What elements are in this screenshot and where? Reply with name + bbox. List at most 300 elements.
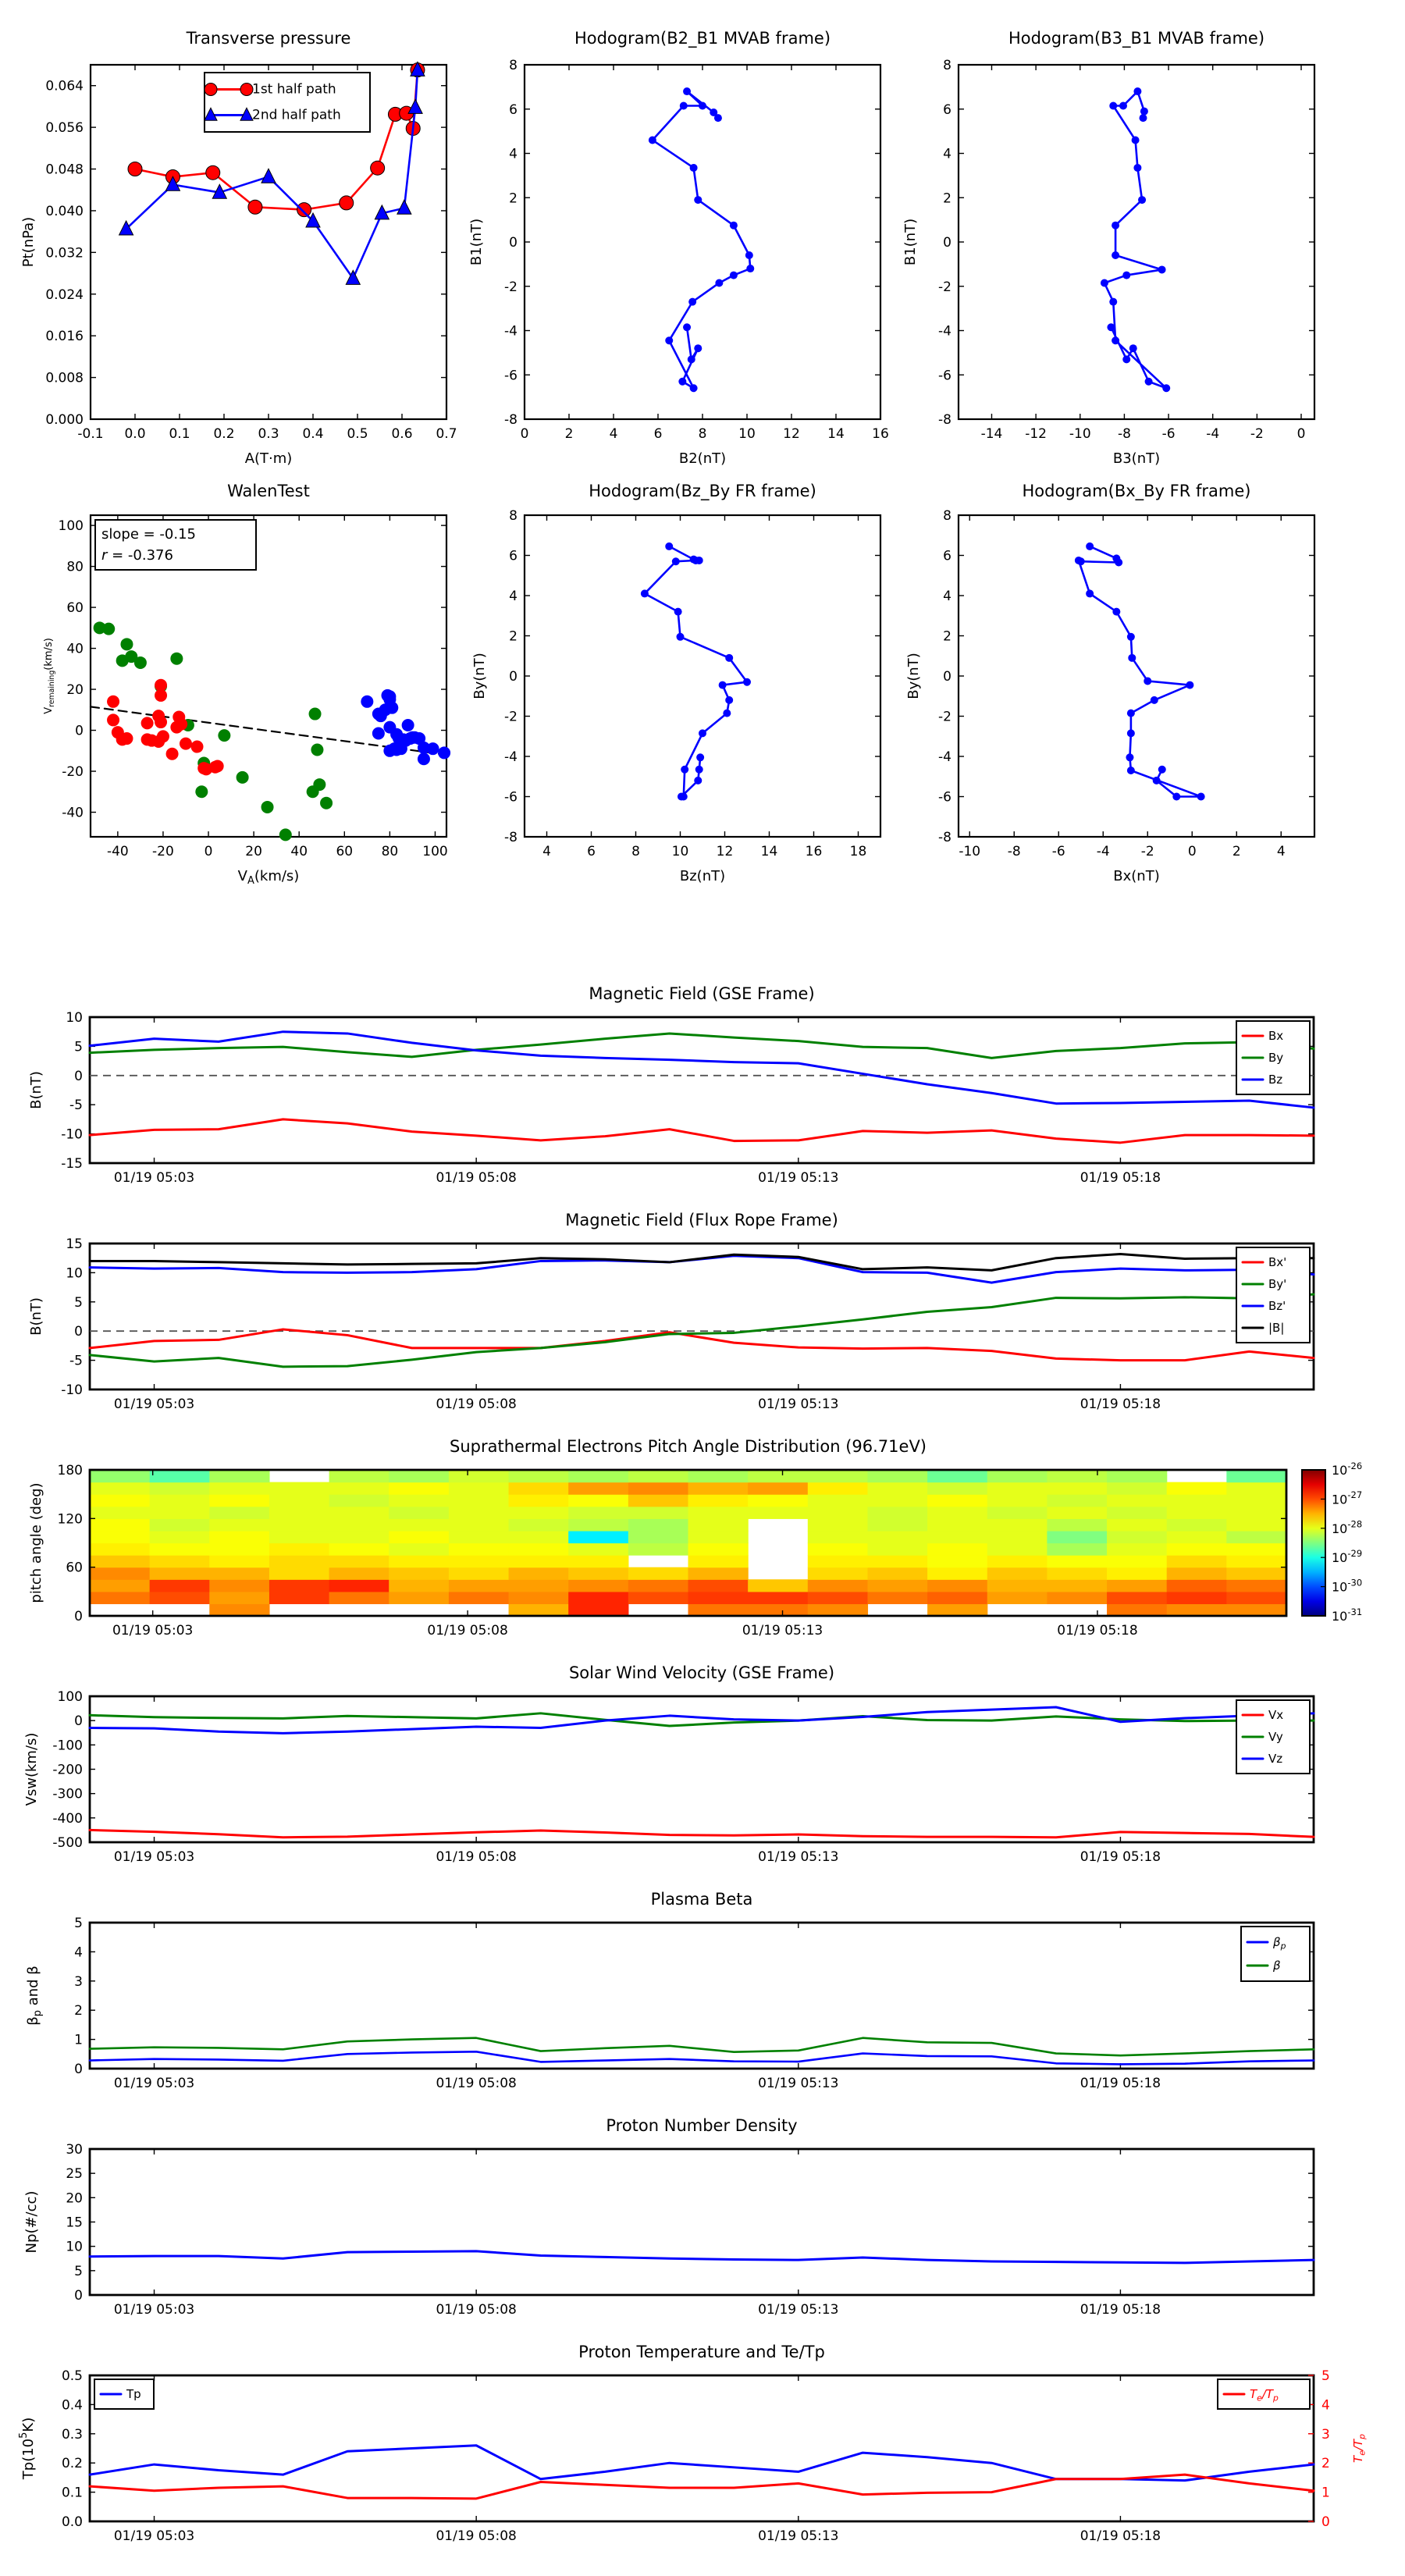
panel-hodogram-b3-b1	[902, 58, 1314, 467]
x-tick-label: 0.2	[213, 426, 235, 442]
heatmap-cell	[90, 1494, 150, 1507]
heatmap-cell	[568, 1555, 628, 1567]
heatmap-cell	[1047, 1555, 1107, 1567]
x-tick-label: 40	[290, 844, 308, 859]
x-tick-label: 01/19 05:13	[758, 2302, 839, 2318]
heatmap-cell	[90, 1518, 150, 1531]
heatmap-cell	[269, 1482, 329, 1495]
heatmap-cell	[927, 1531, 987, 1543]
heatmap-cell	[209, 1555, 269, 1567]
heatmap-cell	[628, 1518, 688, 1531]
heatmap-cell	[1047, 1543, 1107, 1556]
heatmap-cell	[389, 1518, 449, 1531]
legend-label: |B|	[1268, 1321, 1285, 1335]
heatmap-cell	[509, 1507, 569, 1519]
y-tick-label: 0.4	[61, 2397, 83, 2414]
heatmap-cell	[509, 1555, 569, 1567]
heatmap-cell	[867, 1494, 927, 1507]
series-vx	[90, 1830, 1314, 1837]
y-tick-label: -2	[504, 279, 518, 295]
heatmap-cell	[867, 1555, 927, 1567]
title-solar-wind-velocity: Solar Wind Velocity (GSE Frame)	[568, 1663, 835, 1682]
heatmap-cell	[509, 1592, 569, 1604]
circle-marker	[248, 200, 262, 214]
x-tick-label: 0	[1297, 426, 1306, 442]
x-tick-label: 01/19 05:13	[758, 2076, 839, 2091]
heatmap-cell	[808, 1592, 868, 1604]
scatter-point	[191, 741, 204, 753]
x-axis-label: Bx(nT)	[1113, 868, 1160, 884]
x-tick-label: 01/19 05:18	[1080, 1170, 1161, 1186]
dot-marker	[1128, 654, 1136, 662]
x-axis-label: Bz(nT)	[679, 868, 726, 884]
y-tick-label: -8	[504, 412, 518, 428]
y-tick-label: 100	[58, 518, 84, 535]
heatmap-cell	[1167, 1567, 1227, 1580]
circle-marker	[371, 161, 385, 175]
series-bz-by-path	[645, 546, 747, 797]
heatmap-cell	[1107, 1555, 1167, 1567]
y-tick-label: 25	[66, 2166, 83, 2183]
scatter-point	[361, 696, 373, 708]
heatmap-cell	[1226, 1482, 1286, 1495]
legend-label: Bx	[1268, 1029, 1284, 1043]
dot-marker	[694, 777, 702, 785]
heatmap-cell	[688, 1543, 749, 1556]
x-tick-label: -14	[980, 426, 1003, 442]
heatmap-cell	[1047, 1592, 1107, 1604]
heatmap-cell	[1107, 1567, 1167, 1580]
heatmap-cell	[867, 1592, 927, 1604]
heatmap-cell	[269, 1518, 329, 1531]
circle-marker	[340, 196, 354, 210]
dot-marker	[1122, 272, 1130, 279]
y-tick-label: 10	[66, 1265, 83, 1282]
heatmap-cell	[987, 1592, 1048, 1604]
y-tick-label: 20	[66, 682, 84, 699]
series-t_-e-t_-p-	[90, 2475, 1314, 2499]
x-tick-label: 0.4	[302, 426, 324, 442]
x-tick-label: 4	[1276, 844, 1286, 859]
heatmap-cell	[808, 1531, 868, 1543]
y-tick-label: 6	[509, 548, 518, 564]
heatmap-cell	[90, 1555, 150, 1567]
y-tick-label: 2	[943, 628, 951, 645]
triangle-marker	[397, 200, 411, 214]
x-tick-label: 16	[872, 426, 889, 442]
scatter-point	[120, 732, 133, 745]
series-vz	[90, 1707, 1314, 1733]
heatmap-cell	[987, 1543, 1048, 1556]
y-tick-label: 3	[74, 1973, 83, 1990]
heatmap-cell	[987, 1518, 1048, 1531]
dot-marker	[1153, 777, 1161, 785]
y-tick-label: 0	[74, 2062, 83, 2077]
y-tick-label: 0.5	[61, 2368, 83, 2384]
heatmap-cell	[688, 1494, 749, 1507]
heatmap-cell	[329, 1543, 389, 1556]
heatmap-cell	[389, 1567, 449, 1580]
heatmap-cell	[987, 1555, 1048, 1567]
x-tick-label: 01/19 05:13	[758, 1849, 839, 1865]
heatmap-cell	[987, 1470, 1048, 1482]
heatmap-cell	[449, 1482, 509, 1495]
dot-marker	[1197, 793, 1205, 801]
y-tick-label: 2	[509, 190, 518, 207]
heatmap-cell	[568, 1494, 628, 1507]
panel-pad-spectrogram	[28, 1461, 1362, 1638]
heatmap-cell	[209, 1507, 269, 1519]
legend-label: Vx	[1268, 1708, 1284, 1722]
y-tick-label: -6	[504, 368, 518, 384]
y-tick-label: 0.048	[45, 162, 84, 178]
scatter-point	[195, 785, 208, 798]
dot-marker	[688, 298, 696, 306]
x-tick-label: 01/19 05:08	[436, 1170, 517, 1186]
heatmap-cell	[568, 1592, 628, 1604]
heatmap-cell	[1226, 1555, 1286, 1567]
dot-marker	[1122, 355, 1130, 363]
y-tick-label: -6	[504, 789, 518, 806]
x-tick-label: 6	[587, 844, 596, 859]
panel-hodogram-b2-b1	[468, 58, 889, 467]
heatmap-cell	[269, 1579, 329, 1592]
heatmap-cell	[389, 1555, 449, 1567]
scatter-point	[175, 718, 187, 731]
y-tick-label: -4	[504, 323, 518, 340]
y-tick-label: -400	[52, 1810, 83, 1827]
heatmap-cell	[628, 1507, 688, 1519]
heatmap-cell	[568, 1482, 628, 1495]
scatter-point	[170, 653, 183, 665]
y-axis-label: By(nT)	[905, 653, 922, 699]
legend-label: 2nd half path	[252, 107, 341, 123]
heatmap-cell	[568, 1543, 628, 1556]
x-tick-label: 10	[738, 426, 756, 442]
heatmap-cell	[1167, 1531, 1227, 1543]
x-tick-label: 01/19 05:18	[1080, 1849, 1161, 1865]
series-bz	[90, 1032, 1314, 1108]
heatmap-cell	[688, 1482, 749, 1495]
heatmap-cell	[389, 1531, 449, 1543]
heatmap-cell	[628, 1592, 688, 1604]
dot-marker	[683, 323, 691, 331]
right-y-axis-label: $T_e/T_p$	[1351, 2434, 1368, 2463]
y-tick-label: 5	[74, 1916, 83, 1931]
dot-marker	[743, 678, 751, 686]
scatter-point	[372, 727, 385, 739]
heatmap-cell	[927, 1543, 987, 1556]
dot-marker	[725, 696, 733, 704]
heatmap-cell	[1047, 1567, 1107, 1580]
y-axis-label: B(nT)	[28, 1071, 44, 1109]
panel-hodogram-bx-by	[905, 508, 1314, 884]
legend-label: $T_e/T_p$	[1250, 2387, 1279, 2403]
dot-marker	[1077, 557, 1085, 565]
circle-marker	[206, 165, 220, 180]
heatmap-cell	[688, 1555, 749, 1567]
heatmap-cell	[628, 1543, 688, 1556]
heatmap-cell	[449, 1592, 509, 1604]
right-y-tick-label: 2	[1321, 2456, 1330, 2472]
heatmap-cell	[1167, 1579, 1227, 1592]
heatmap-cell	[209, 1567, 269, 1580]
y-axis-label: B1(nT)	[902, 218, 919, 266]
scatter-point	[212, 760, 224, 772]
dot-marker	[1112, 251, 1119, 259]
heatmap-cell	[867, 1579, 927, 1592]
heatmap-cell	[808, 1482, 868, 1495]
y-tick-label: 5	[74, 1294, 83, 1311]
heatmap-cell	[389, 1579, 449, 1592]
x-tick-label: 01/19 05:18	[1080, 2528, 1161, 2544]
scatter-point	[120, 638, 133, 650]
scatter-point	[141, 717, 154, 729]
dot-marker	[1127, 767, 1135, 774]
x-tick-label: -20	[152, 844, 174, 859]
title-walen-test: WalenTest	[227, 482, 310, 500]
heatmap-cell	[1107, 1518, 1167, 1531]
x-tick-label: -2	[1140, 844, 1154, 859]
y-tick-label: 4	[943, 589, 951, 604]
heatmap-cell	[90, 1567, 150, 1580]
y-tick-label: 6	[509, 101, 518, 118]
heatmap-cell	[449, 1518, 509, 1531]
colorbar-tick-label: $10^{-30}$	[1332, 1577, 1363, 1595]
heatmap-cell	[1167, 1482, 1227, 1495]
x-tick-label: 100	[422, 844, 448, 859]
y-tick-label: -200	[52, 1762, 83, 1778]
y-tick-label: -300	[52, 1786, 83, 1802]
heatmap-cell	[90, 1579, 150, 1592]
heatmap-cell	[90, 1482, 150, 1495]
scatter-point	[279, 828, 292, 841]
y-tick-label: 100	[57, 1689, 83, 1705]
colorbar	[1302, 1470, 1325, 1616]
x-tick-label: 18	[849, 844, 867, 859]
heatmap-cell	[449, 1567, 509, 1580]
heatmap-cell	[808, 1518, 868, 1531]
dot-marker	[1086, 543, 1094, 550]
heatmap-cell	[150, 1482, 210, 1495]
x-tick-label: 0	[1187, 844, 1197, 859]
heatmap-cell	[329, 1567, 389, 1580]
heatmap-cell	[987, 1579, 1048, 1592]
x-tick-label: 6	[653, 426, 663, 442]
scatter-point	[427, 742, 439, 755]
heatmap-cell	[867, 1482, 927, 1495]
x-tick-label: -12	[1025, 426, 1048, 442]
x-tick-label: 2	[1232, 844, 1241, 859]
scatter-point	[261, 801, 274, 813]
y-tick-label: 0.000	[45, 412, 84, 428]
heatmap-cell	[748, 1494, 808, 1507]
y-tick-label: 2	[74, 2003, 83, 2019]
circle-marker	[205, 84, 217, 96]
heatmap-cell	[150, 1518, 210, 1531]
x-tick-label: 0.5	[347, 426, 368, 442]
y-axis-label: $V_{remaining}(km/s)$	[43, 638, 56, 714]
heatmap-cell	[209, 1494, 269, 1507]
heatmap-cell	[209, 1579, 269, 1592]
panel-walen-test	[43, 515, 450, 887]
series--_-p-	[90, 2051, 1314, 2064]
heatmap-cell	[628, 1494, 688, 1507]
x-tick-label: 01/19 05:18	[1080, 2302, 1161, 2318]
colorbar-tick-label: $10^{-31}$	[1332, 1606, 1363, 1624]
dot-marker	[678, 378, 686, 386]
dot-marker	[1172, 793, 1180, 801]
y-tick-label: 8	[943, 58, 951, 73]
heatmap-cell	[748, 1579, 808, 1592]
title-mag-fr: Magnetic Field (Flux Rope Frame)	[565, 1211, 838, 1229]
x-tick-label: -6	[1051, 844, 1065, 859]
y-tick-label: -4	[938, 749, 951, 765]
y-tick-label: -20	[62, 764, 84, 781]
x-tick-label: 20	[245, 844, 262, 859]
dot-marker	[1139, 114, 1147, 122]
heatmap-cell	[90, 1592, 150, 1604]
x-tick-label: 01/19 05:18	[1080, 2076, 1161, 2091]
y-tick-label: 0	[509, 235, 518, 251]
heatmap-cell	[1047, 1579, 1107, 1592]
x-tick-label: 8	[698, 426, 707, 442]
dot-marker	[725, 654, 733, 662]
series-tp	[90, 2446, 1314, 2481]
dot-marker	[1112, 222, 1119, 229]
dot-marker	[683, 87, 691, 95]
y-tick-label: 10	[66, 2239, 83, 2255]
y-tick-label: 8	[509, 58, 518, 73]
x-tick-label: -40	[106, 844, 129, 859]
x-tick-label: 01/19 05:08	[427, 1623, 508, 1638]
x-tick-label: 60	[336, 844, 354, 859]
dot-marker	[665, 336, 673, 344]
right-y-tick-label: 5	[1321, 2368, 1330, 2384]
y-tick-label: 2	[509, 628, 518, 645]
title-transverse-pressure: Transverse pressure	[186, 29, 351, 48]
y-tick-label: 10	[66, 1010, 83, 1026]
heatmap-cell	[808, 1507, 868, 1519]
x-tick-label: 0.6	[391, 426, 413, 442]
y-tick-label: 30	[66, 2142, 83, 2158]
x-tick-label: 01/19 05:13	[758, 1170, 839, 1186]
x-tick-label: -0.1	[77, 426, 104, 442]
y-tick-label: 6	[943, 548, 951, 564]
title-hodogram-bz-by: Hodogram(Bz_By FR frame)	[589, 482, 816, 500]
axes-box	[959, 65, 1314, 419]
dot-marker	[680, 101, 688, 109]
panel-solar-wind-velocity	[23, 1689, 1314, 1865]
heatmap-cell	[628, 1567, 688, 1580]
heatmap-cell	[1226, 1543, 1286, 1556]
y-tick-label: -5	[69, 1098, 83, 1114]
y-tick-label: -10	[61, 1382, 83, 1398]
y-tick-label: -8	[504, 830, 518, 845]
dot-marker	[1119, 101, 1127, 109]
scatter-point	[107, 713, 119, 726]
heatmap-cell	[1107, 1603, 1167, 1616]
heatmap-cell	[449, 1531, 509, 1543]
scatter-point	[402, 719, 414, 731]
heatmap-cell	[1167, 1507, 1227, 1519]
y-tick-label: -2	[504, 709, 518, 725]
scatter-point	[166, 748, 179, 760]
heatmap-cell	[1047, 1518, 1107, 1531]
heatmap-cell	[509, 1482, 569, 1495]
dot-marker	[1133, 164, 1141, 172]
x-tick-label: 01/19 05:03	[113, 2302, 195, 2318]
x-tick-label: 0.0	[124, 426, 146, 442]
y-tick-label: 0.008	[45, 370, 84, 386]
heatmap-cell	[1167, 1494, 1227, 1507]
heatmap-cell	[449, 1555, 509, 1567]
y-tick-label: 0.016	[45, 329, 84, 345]
dot-marker	[696, 753, 704, 761]
heatmap-cell	[808, 1494, 868, 1507]
y-axis-label: Np(#/cc)	[23, 2190, 40, 2254]
axes-box	[90, 1244, 1314, 1389]
dot-marker	[1158, 265, 1166, 273]
heatmap-cell	[1047, 1470, 1107, 1482]
y-tick-label: 0.056	[45, 120, 84, 137]
panel-transverse-pressure	[20, 62, 457, 467]
dot-marker	[1107, 323, 1115, 331]
y-tick-label: 0	[74, 1324, 83, 1340]
dot-marker	[1151, 696, 1158, 704]
x-tick-label: 01/19 05:08	[436, 2302, 517, 2318]
heatmap-cell	[987, 1567, 1048, 1580]
heatmap-cell	[329, 1494, 389, 1507]
y-tick-label: -100	[52, 1738, 83, 1754]
series-bz-	[90, 1256, 1314, 1283]
heatmap-cell	[329, 1555, 389, 1567]
y-axis-label: $Tp(10^5K)$	[17, 2417, 37, 2480]
y-axis-label: $\beta_p$ and β	[25, 1966, 44, 2026]
y-tick-label: 0	[74, 1713, 83, 1730]
y-tick-label: -40	[62, 805, 84, 821]
heatmap-cell	[748, 1603, 808, 1616]
y-tick-label: 5	[74, 1039, 83, 1055]
axes-box	[90, 2375, 1314, 2521]
dot-marker	[1112, 608, 1120, 616]
heatmap-cell	[568, 1531, 628, 1543]
heatmap-cell	[209, 1603, 269, 1616]
y-tick-label: 0	[509, 669, 518, 685]
axes-box	[90, 1923, 1314, 2069]
heatmap-cell	[927, 1518, 987, 1531]
scatter-point	[157, 730, 169, 742]
heatmap-cell	[209, 1592, 269, 1604]
legend-label: $\beta_p$	[1273, 1935, 1286, 1952]
heatmap-cell	[1226, 1518, 1286, 1531]
heatmap-cell	[808, 1603, 868, 1616]
x-tick-label: -4	[1096, 844, 1110, 859]
heatmap-cell	[329, 1507, 389, 1519]
heatmap-cell	[568, 1567, 628, 1580]
heatmap-cell	[329, 1592, 389, 1604]
x-tick-label: 14	[827, 426, 845, 442]
heatmap-cell	[209, 1543, 269, 1556]
right-y-tick-label: 3	[1321, 2426, 1330, 2443]
x-tick-label: 2	[564, 426, 574, 442]
dot-marker	[746, 265, 754, 272]
y-tick-label: 0	[74, 1609, 83, 1624]
title-mag-gse: Magnetic Field (GSE Frame)	[589, 984, 815, 1003]
y-tick-label: 4	[509, 146, 518, 162]
scatter-point	[307, 785, 319, 798]
y-axis-label: pitch angle (deg)	[28, 1482, 44, 1603]
